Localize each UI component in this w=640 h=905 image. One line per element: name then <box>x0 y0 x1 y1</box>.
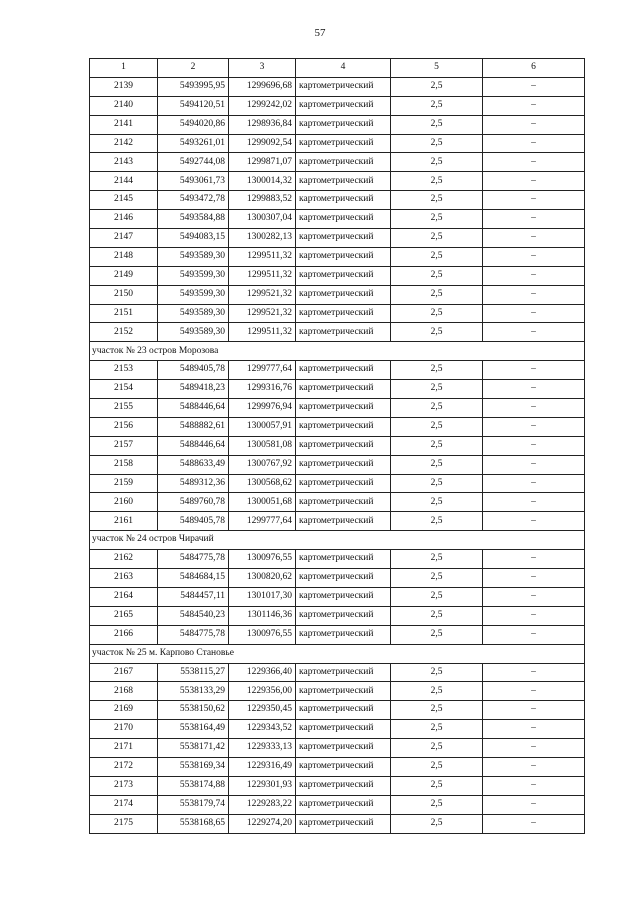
point-number-cell: 2166 <box>90 625 158 644</box>
method-cell: картометрический <box>296 739 391 758</box>
x-coordinate-cell: 5489760,78 <box>158 493 229 512</box>
x-coordinate-cell: 5484775,78 <box>158 550 229 569</box>
point-number-cell: 2152 <box>90 323 158 342</box>
y-coordinate-cell: 1299511,32 <box>229 247 296 266</box>
error-cell: 2,5 <box>391 493 483 512</box>
table-row <box>90 436 585 455</box>
y-coordinate-cell: 1300282,13 <box>229 229 296 248</box>
method-cell: картометрический <box>296 776 391 795</box>
method-cell: картометрический <box>296 285 391 304</box>
error-cell: 2,5 <box>391 682 483 701</box>
table-row <box>90 266 585 285</box>
x-coordinate-cell: 5489405,78 <box>158 361 229 380</box>
method-cell: картометрический <box>296 153 391 172</box>
y-coordinate-cell: 1299316,76 <box>229 380 296 399</box>
y-coordinate-cell: 1300767,92 <box>229 455 296 474</box>
y-coordinate-cell: 1229274,20 <box>229 814 296 833</box>
header-cell-point: 1 <box>90 59 158 78</box>
table-row <box>90 569 585 588</box>
point-number-cell: 2141 <box>90 115 158 134</box>
note-cell: – <box>483 115 585 134</box>
point-number-cell: 2151 <box>90 304 158 323</box>
point-number-cell: 2173 <box>90 776 158 795</box>
y-coordinate-cell: 1301146,36 <box>229 606 296 625</box>
table-row <box>90 663 585 682</box>
note-cell: – <box>483 77 585 96</box>
method-cell: картометрический <box>296 587 391 606</box>
error-cell: 2,5 <box>391 247 483 266</box>
error-cell: 2,5 <box>391 77 483 96</box>
method-cell: картометрический <box>296 493 391 512</box>
error-cell: 2,5 <box>391 814 483 833</box>
method-cell: картометрический <box>296 323 391 342</box>
error-cell: 2,5 <box>391 606 483 625</box>
table-row <box>90 625 585 644</box>
error-cell: 2,5 <box>391 191 483 210</box>
note-cell: – <box>483 323 585 342</box>
x-coordinate-cell: 5538115,27 <box>158 663 229 682</box>
header-cell-method: 4 <box>296 59 391 78</box>
method-cell: картометрический <box>296 701 391 720</box>
error-cell: 2,5 <box>391 587 483 606</box>
header-cell-y: 3 <box>229 59 296 78</box>
x-coordinate-cell: 5489405,78 <box>158 512 229 531</box>
table-row <box>90 757 585 776</box>
note-cell: – <box>483 663 585 682</box>
note-cell: – <box>483 625 585 644</box>
method-cell: картометрический <box>296 77 391 96</box>
table-row <box>90 323 585 342</box>
table-row <box>90 701 585 720</box>
method-cell: картометрический <box>296 134 391 153</box>
note-cell: – <box>483 587 585 606</box>
table-body <box>90 59 585 834</box>
y-coordinate-cell: 1299092,54 <box>229 134 296 153</box>
error-cell: 2,5 <box>391 134 483 153</box>
error-cell: 2,5 <box>391 266 483 285</box>
table-row <box>90 247 585 266</box>
method-cell: картометрический <box>296 625 391 644</box>
method-cell: картометрический <box>296 172 391 191</box>
x-coordinate-cell: 5538169,34 <box>158 757 229 776</box>
table-row <box>90 474 585 493</box>
method-cell: картометрический <box>296 814 391 833</box>
x-coordinate-cell: 5538150,62 <box>158 701 229 720</box>
y-coordinate-cell: 1229333,13 <box>229 739 296 758</box>
x-coordinate-cell: 5538179,74 <box>158 795 229 814</box>
note-cell: – <box>483 134 585 153</box>
table-header-row <box>90 59 585 78</box>
y-coordinate-cell: 1299777,64 <box>229 512 296 531</box>
table-row <box>90 134 585 153</box>
method-cell: картометрический <box>296 795 391 814</box>
error-cell: 2,5 <box>391 172 483 191</box>
method-cell: картометрический <box>296 436 391 455</box>
point-number-cell: 2149 <box>90 266 158 285</box>
error-cell: 2,5 <box>391 474 483 493</box>
note-cell: – <box>483 493 585 512</box>
point-number-cell: 2148 <box>90 247 158 266</box>
y-coordinate-cell: 1299511,32 <box>229 323 296 342</box>
error-cell: 2,5 <box>391 153 483 172</box>
point-number-cell: 2142 <box>90 134 158 153</box>
error-cell: 2,5 <box>391 285 483 304</box>
point-number-cell: 2165 <box>90 606 158 625</box>
note-cell: – <box>483 474 585 493</box>
header-cell-x: 2 <box>158 59 229 78</box>
note-cell: – <box>483 229 585 248</box>
note-cell: – <box>483 455 585 474</box>
method-cell: картометрический <box>296 247 391 266</box>
method-cell: картометрический <box>296 663 391 682</box>
note-cell: – <box>483 757 585 776</box>
y-coordinate-cell: 1301017,30 <box>229 587 296 606</box>
x-coordinate-cell: 5493589,30 <box>158 304 229 323</box>
point-number-cell: 2155 <box>90 399 158 418</box>
method-cell: картометрический <box>296 474 391 493</box>
y-coordinate-cell: 1299521,32 <box>229 285 296 304</box>
point-number-cell: 2163 <box>90 569 158 588</box>
error-cell: 2,5 <box>391 323 483 342</box>
method-cell: картометрический <box>296 720 391 739</box>
table-row <box>90 550 585 569</box>
point-number-cell: 2175 <box>90 814 158 833</box>
y-coordinate-cell: 1300014,32 <box>229 172 296 191</box>
method-cell: картометрический <box>296 606 391 625</box>
table-row <box>90 77 585 96</box>
y-coordinate-cell: 1229343,52 <box>229 720 296 739</box>
method-cell: картометрический <box>296 569 391 588</box>
point-number-cell: 2171 <box>90 739 158 758</box>
error-cell: 2,5 <box>391 757 483 776</box>
table-row <box>90 304 585 323</box>
note-cell: – <box>483 266 585 285</box>
point-number-cell: 2161 <box>90 512 158 531</box>
x-coordinate-cell: 5538174,88 <box>158 776 229 795</box>
method-cell: картометрический <box>296 361 391 380</box>
x-coordinate-cell: 5538164,49 <box>158 720 229 739</box>
note-cell: – <box>483 247 585 266</box>
y-coordinate-cell: 1300976,55 <box>229 625 296 644</box>
table-row <box>90 814 585 833</box>
x-coordinate-cell: 5494083,15 <box>158 229 229 248</box>
method-cell: картометрический <box>296 757 391 776</box>
x-coordinate-cell: 5493261,01 <box>158 134 229 153</box>
table-row <box>90 380 585 399</box>
point-number-cell: 2170 <box>90 720 158 739</box>
x-coordinate-cell: 5538133,29 <box>158 682 229 701</box>
error-cell: 2,5 <box>391 550 483 569</box>
error-cell: 2,5 <box>391 210 483 229</box>
note-cell: – <box>483 795 585 814</box>
point-number-cell: 2140 <box>90 96 158 115</box>
x-coordinate-cell: 5493584,88 <box>158 210 229 229</box>
x-coordinate-cell: 5538171,42 <box>158 739 229 758</box>
note-cell: – <box>483 739 585 758</box>
section-heading: участок № 23 остров Морозова <box>90 342 585 361</box>
point-number-cell: 2159 <box>90 474 158 493</box>
y-coordinate-cell: 1300051,68 <box>229 493 296 512</box>
note-cell: – <box>483 606 585 625</box>
note-cell: – <box>483 191 585 210</box>
note-cell: – <box>483 550 585 569</box>
x-coordinate-cell: 5484684,15 <box>158 569 229 588</box>
error-cell: 2,5 <box>391 739 483 758</box>
table-row <box>90 229 585 248</box>
method-cell: картометрический <box>296 417 391 436</box>
error-cell: 2,5 <box>391 399 483 418</box>
method-cell: картометрический <box>296 210 391 229</box>
point-number-cell: 2164 <box>90 587 158 606</box>
point-number-cell: 2156 <box>90 417 158 436</box>
x-coordinate-cell: 5492744,08 <box>158 153 229 172</box>
error-cell: 2,5 <box>391 361 483 380</box>
y-coordinate-cell: 1299871,07 <box>229 153 296 172</box>
header-cell-note: 6 <box>483 59 585 78</box>
x-coordinate-cell: 5493472,78 <box>158 191 229 210</box>
table-row <box>90 191 585 210</box>
x-coordinate-cell: 5493599,30 <box>158 285 229 304</box>
note-cell: – <box>483 399 585 418</box>
point-number-cell: 2147 <box>90 229 158 248</box>
table-row <box>90 776 585 795</box>
point-number-cell: 2154 <box>90 380 158 399</box>
note-cell: – <box>483 172 585 191</box>
note-cell: – <box>483 436 585 455</box>
table-row <box>90 493 585 512</box>
point-number-cell: 2157 <box>90 436 158 455</box>
point-number-cell: 2167 <box>90 663 158 682</box>
method-cell: картометрический <box>296 455 391 474</box>
error-cell: 2,5 <box>391 436 483 455</box>
section-heading-row <box>90 644 585 663</box>
note-cell: – <box>483 153 585 172</box>
method-cell: картометрический <box>296 550 391 569</box>
note-cell: – <box>483 720 585 739</box>
method-cell: картометрический <box>296 399 391 418</box>
error-cell: 2,5 <box>391 115 483 134</box>
table-row <box>90 153 585 172</box>
table-row <box>90 720 585 739</box>
error-cell: 2,5 <box>391 701 483 720</box>
y-coordinate-cell: 1299777,64 <box>229 361 296 380</box>
y-coordinate-cell: 1229283,22 <box>229 795 296 814</box>
error-cell: 2,5 <box>391 569 483 588</box>
note-cell: – <box>483 512 585 531</box>
x-coordinate-cell: 5538168,65 <box>158 814 229 833</box>
point-number-cell: 2172 <box>90 757 158 776</box>
y-coordinate-cell: 1299696,68 <box>229 77 296 96</box>
y-coordinate-cell: 1300581,08 <box>229 436 296 455</box>
y-coordinate-cell: 1229356,00 <box>229 682 296 701</box>
method-cell: картометрический <box>296 115 391 134</box>
x-coordinate-cell: 5493061,73 <box>158 172 229 191</box>
x-coordinate-cell: 5494020,86 <box>158 115 229 134</box>
x-coordinate-cell: 5494120,51 <box>158 96 229 115</box>
x-coordinate-cell: 5488633,49 <box>158 455 229 474</box>
x-coordinate-cell: 5489312,36 <box>158 474 229 493</box>
point-number-cell: 2139 <box>90 77 158 96</box>
method-cell: картометрический <box>296 229 391 248</box>
table-row <box>90 455 585 474</box>
y-coordinate-cell: 1299521,32 <box>229 304 296 323</box>
note-cell: – <box>483 776 585 795</box>
note-cell: – <box>483 417 585 436</box>
x-coordinate-cell: 5493599,30 <box>158 266 229 285</box>
x-coordinate-cell: 5493589,30 <box>158 247 229 266</box>
method-cell: картометрический <box>296 682 391 701</box>
y-coordinate-cell: 1229316,49 <box>229 757 296 776</box>
method-cell: картометрический <box>296 266 391 285</box>
error-cell: 2,5 <box>391 229 483 248</box>
note-cell: – <box>483 814 585 833</box>
section-heading-row <box>90 342 585 361</box>
y-coordinate-cell: 1300307,04 <box>229 210 296 229</box>
method-cell: картометрический <box>296 96 391 115</box>
table-row <box>90 285 585 304</box>
note-cell: – <box>483 361 585 380</box>
table-row <box>90 795 585 814</box>
y-coordinate-cell: 1299976,94 <box>229 399 296 418</box>
point-number-cell: 2169 <box>90 701 158 720</box>
point-number-cell: 2146 <box>90 210 158 229</box>
point-number-cell: 2174 <box>90 795 158 814</box>
table-row <box>90 739 585 758</box>
point-number-cell: 2145 <box>90 191 158 210</box>
note-cell: – <box>483 569 585 588</box>
note-cell: – <box>483 96 585 115</box>
x-coordinate-cell: 5484457,11 <box>158 587 229 606</box>
y-coordinate-cell: 1299883,52 <box>229 191 296 210</box>
error-cell: 2,5 <box>391 304 483 323</box>
point-number-cell: 2158 <box>90 455 158 474</box>
table-row <box>90 96 585 115</box>
table-row <box>90 115 585 134</box>
error-cell: 2,5 <box>391 795 483 814</box>
error-cell: 2,5 <box>391 512 483 531</box>
error-cell: 2,5 <box>391 455 483 474</box>
x-coordinate-cell: 5493995,95 <box>158 77 229 96</box>
y-coordinate-cell: 1299242,02 <box>229 96 296 115</box>
x-coordinate-cell: 5488446,64 <box>158 399 229 418</box>
coordinates-table <box>89 58 585 834</box>
point-number-cell: 2162 <box>90 550 158 569</box>
y-coordinate-cell: 1229350,45 <box>229 701 296 720</box>
error-cell: 2,5 <box>391 417 483 436</box>
table-row <box>90 417 585 436</box>
table-row <box>90 172 585 191</box>
error-cell: 2,5 <box>391 625 483 644</box>
y-coordinate-cell: 1299511,32 <box>229 266 296 285</box>
note-cell: – <box>483 701 585 720</box>
y-coordinate-cell: 1229366,40 <box>229 663 296 682</box>
note-cell: – <box>483 210 585 229</box>
y-coordinate-cell: 1300976,55 <box>229 550 296 569</box>
section-heading: участок № 25 м. Карпово Становье <box>90 644 585 663</box>
point-number-cell: 2150 <box>90 285 158 304</box>
table-row <box>90 682 585 701</box>
error-cell: 2,5 <box>391 663 483 682</box>
error-cell: 2,5 <box>391 96 483 115</box>
point-number-cell: 2143 <box>90 153 158 172</box>
table-row <box>90 512 585 531</box>
x-coordinate-cell: 5489418,23 <box>158 380 229 399</box>
table-row <box>90 399 585 418</box>
x-coordinate-cell: 5493589,30 <box>158 323 229 342</box>
error-cell: 2,5 <box>391 720 483 739</box>
point-number-cell: 2160 <box>90 493 158 512</box>
error-cell: 2,5 <box>391 776 483 795</box>
note-cell: – <box>483 380 585 399</box>
x-coordinate-cell: 5484540,23 <box>158 606 229 625</box>
y-coordinate-cell: 1229301,93 <box>229 776 296 795</box>
y-coordinate-cell: 1300057,91 <box>229 417 296 436</box>
note-cell: – <box>483 682 585 701</box>
point-number-cell: 2153 <box>90 361 158 380</box>
section-heading: участок № 24 остров Чирачий <box>90 531 585 550</box>
method-cell: картометрический <box>296 512 391 531</box>
method-cell: картометрический <box>296 380 391 399</box>
error-cell: 2,5 <box>391 380 483 399</box>
point-number-cell: 2168 <box>90 682 158 701</box>
header-cell-error: 5 <box>391 59 483 78</box>
x-coordinate-cell: 5484775,78 <box>158 625 229 644</box>
table-row <box>90 606 585 625</box>
note-cell: – <box>483 285 585 304</box>
y-coordinate-cell: 1300820,62 <box>229 569 296 588</box>
y-coordinate-cell: 1298936,84 <box>229 115 296 134</box>
point-number-cell: 2144 <box>90 172 158 191</box>
table-row <box>90 587 585 606</box>
x-coordinate-cell: 5488446,64 <box>158 436 229 455</box>
table-row <box>90 210 585 229</box>
method-cell: картометрический <box>296 304 391 323</box>
section-heading-row <box>90 531 585 550</box>
x-coordinate-cell: 5488882,61 <box>158 417 229 436</box>
method-cell: картометрический <box>296 191 391 210</box>
y-coordinate-cell: 1300568,62 <box>229 474 296 493</box>
note-cell: – <box>483 304 585 323</box>
page-number: 57 <box>314 27 326 39</box>
table-row <box>90 361 585 380</box>
